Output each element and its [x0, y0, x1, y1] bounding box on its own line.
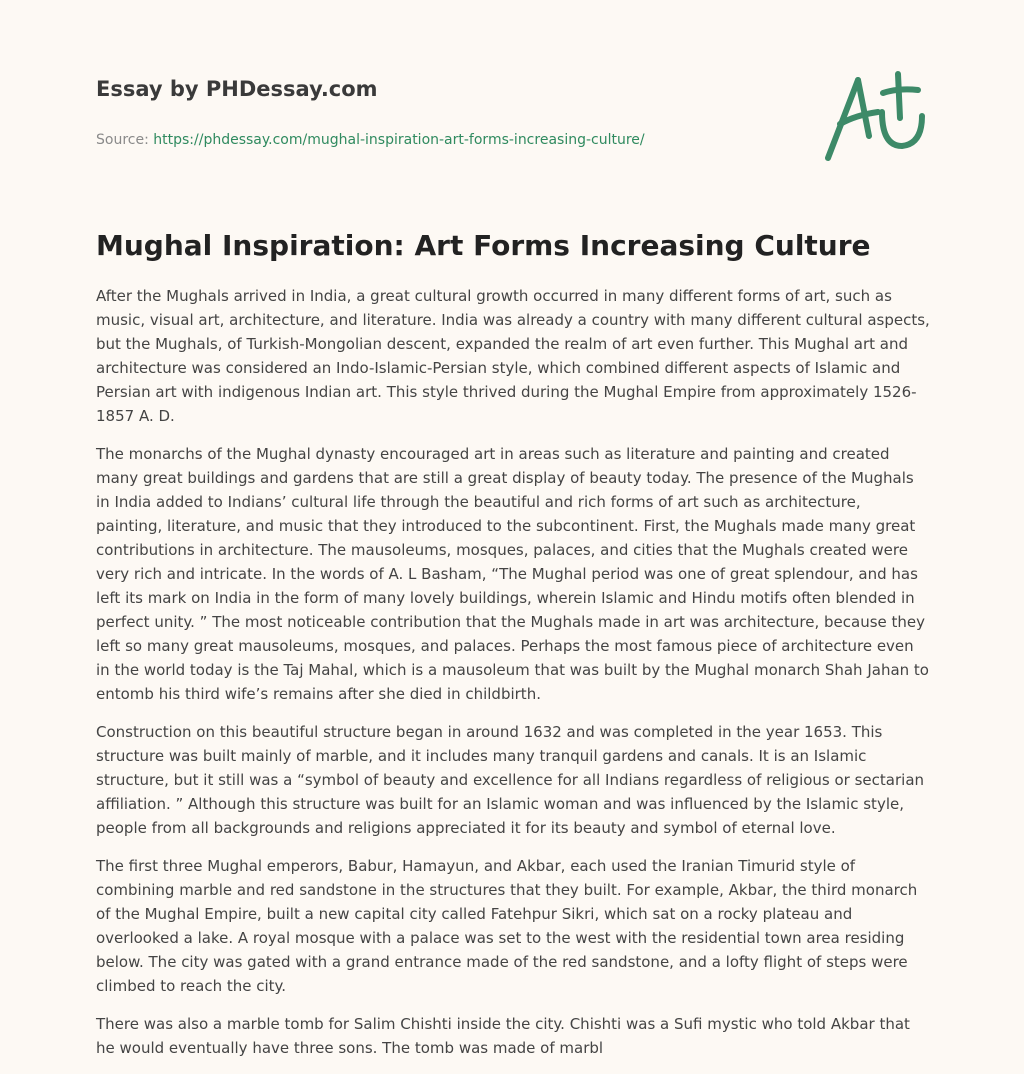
paragraph: The first three Mughal emperors, Babur, Hamayun, and Akbar, each used the Iranian Timurid style of combining marble and red sandstone in the structures that they built. For example, Akbar, the third monarch of the Mughal Empire, built a new capital city called Fatehpur Sikri, which sat on a rocky plateau and overlooked a lake. A royal mosque with a palace was set to the west with the residential town area residing below. The city was gated with a grand entrance made of the red sandstone, and a lofty flight of steps were climbed to reach the city. — [96, 857, 918, 995]
article-body — [96, 284, 930, 1074]
article-title: Mughal Inspiration: Art Forms Increasing Culture — [96, 229, 871, 262]
source-link[interactable]: https://phdessay.com/mughal-inspiration-art-forms-increasing-culture/ — [153, 132, 645, 148]
a-plus-logo-icon — [820, 66, 930, 166]
logo-plus-vertical — [898, 74, 900, 118]
logo-plus-horizontal — [883, 89, 918, 93]
paragraph: The monarchs of the Mughal dynasty encouraged art in areas such as literature and painting and created many great buildings and gardens that are still a great display of beauty today. The presence of the Mughals in India added to Indians’ cultural life through the beautiful and rich forms of art such as architecture, painting, literature, and music that they introduced to the subcontinent. First, the Mughals made many great contributions in architecture. The mausoleums, mosques, palaces, and cities that the Mughals created were very rich and intricate. In the words of A. L Basham, “The Mughal period was one of great splendour, and has left its mark on India in the form of many lovely buildings, wherein Islamic and Hindu motifs often blended in perfect unity. ” The most noticeable contribution that the Mughals made in art was architecture, because they left so many great mausoleums, mosques, and palaces. Perhaps the most famous piece of architecture even in the world today is the Taj Mahal, which is a mausoleum that was built by the Mughal monarch Shah Jahan to entomb his third wife’s remains after she died in childbirth. — [96, 445, 929, 703]
paragraph: After the Mughals arrived in India, a great cultural growth occurred in many different forms of art, such as music, visual art, architecture, and literature. India was already a country with many different cultural aspects, but the Mughals, of Turkish-Mongolian descent, expanded the realm of art even further. This Mughal art and architecture was considered an Indo-Islamic-Persian style, which combined different aspects of Islamic and Persian art with indigenous Indian art. This style thrived during the Mughal Empire from approximately 1526-1857 A. D. — [96, 287, 930, 425]
paragraph: There was also a marble tomb for Salim Chishti inside the city. Chishti was a Sufi mystic who told Akbar that he would eventually have three sons. The tomb was made of marbl — [96, 1015, 910, 1057]
source-line — [96, 130, 796, 150]
brand-title: Essay by PHDessay.com — [96, 77, 378, 101]
logo-a-right-stroke — [858, 80, 869, 136]
header — [96, 74, 796, 150]
source-label: Source: — [96, 132, 149, 148]
paragraph: Construction on this beautiful structure began in around 1632 and was completed in the year 1653. This structure was built mainly of marble, and it includes many tranquil gardens and canals. It is an Islamic structure, but it still was a “symbol of beauty and excellence for all Indians regardless of religious or sectarian affiliation. ” Although this structure was built for an Islamic woman and was influenced by the Islamic style, people from all backgrounds and religions appreciated it for its beauty and symbol of eternal love. — [96, 723, 925, 837]
